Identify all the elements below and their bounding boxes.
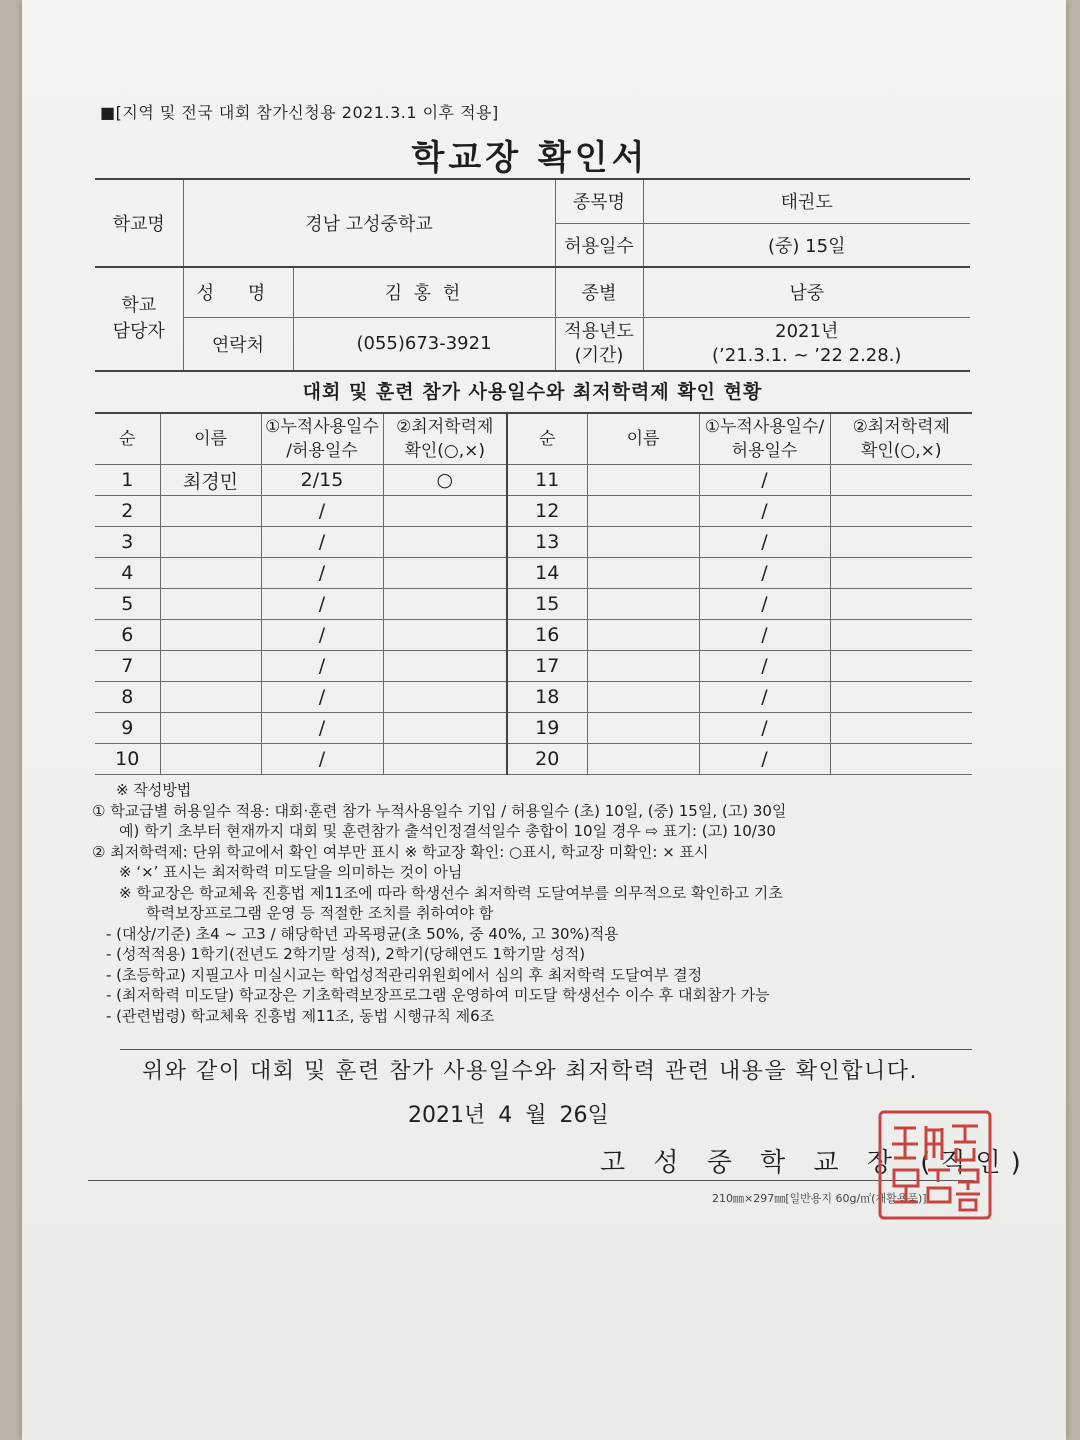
- row-check-right: [830, 651, 972, 682]
- row-days-right: /: [699, 589, 830, 620]
- person-name-label: 성 명: [183, 267, 293, 317]
- row-check-right: [830, 589, 972, 620]
- issue-date: 2021년 4 월 26일: [408, 1103, 609, 1128]
- row-no-right: 17: [507, 651, 587, 682]
- sport-label: 종목명: [555, 179, 643, 223]
- note-1a: ① 학교급별 허용일수 적용: 대회·훈련 참가 누적사용일수 기입 / 허용일수 (초) 10일, (중) 15일, (고) 30일: [92, 801, 787, 820]
- contact-value: (055)673-3921: [293, 317, 555, 371]
- row-name-right: [587, 527, 699, 558]
- row-name-right: [587, 496, 699, 527]
- row-days-right: /: [699, 496, 830, 527]
- year-value-line2: (’21.3.1. ~ ’22 2.28.): [712, 344, 902, 366]
- row-days-right: /: [699, 620, 830, 651]
- note-2: ② 최저학력제: 단위 학교에서 확인 여부만 표시 ※ 학교장 확인: ○표시, 학교장 미확인: × 표시: [92, 842, 709, 861]
- table-row: [95, 651, 972, 682]
- bottom-divider: [88, 1180, 974, 1181]
- row-check: ○: [383, 465, 507, 496]
- row-check-right: [830, 620, 972, 651]
- table-row: [95, 589, 972, 620]
- year-label-line2: (기간): [574, 344, 624, 366]
- row-no: 1: [95, 465, 160, 496]
- official-seal-stamp: [876, 1108, 994, 1222]
- col-days-right: [699, 413, 830, 465]
- row-name: [160, 496, 261, 527]
- form-usage-note: ■[지역 및 전국 대회 참가신청용 2021.3.1 이후 적용]: [100, 103, 499, 122]
- row-no-right: 14: [507, 558, 587, 589]
- note-4a: ※ 학교장은 학교체육 진흥법 제11조에 따라 학생선수 최저학력 도달여부를 의무적으로 확인하고 기초: [119, 883, 783, 902]
- row-name-right: [587, 744, 699, 775]
- year-value: [643, 317, 970, 371]
- detail-1: - (대상/기준) 초4 ~ 고3 / 해당학년 과목평균(초 50%, 중 40%, 고 30%)적용: [106, 924, 619, 943]
- row-days: /: [261, 682, 383, 713]
- contact-label: 연락처: [183, 317, 293, 371]
- col-days-line1: ①누적사용일수: [265, 417, 379, 437]
- table-row: [95, 713, 972, 744]
- row-check: [383, 651, 507, 682]
- col-check-right-line1: ②최저학력제: [852, 417, 950, 437]
- table-row: [95, 744, 972, 775]
- row-no: 6: [95, 620, 160, 651]
- row-days-right: /: [699, 465, 830, 496]
- school-name-label: 학교명: [95, 179, 183, 267]
- detail-3: - (초등학교) 지필고사 미실시교는 학업성적관리위원회에서 심의 후 최저학력 도달여부 결정: [106, 965, 703, 984]
- row-name: 최경민: [160, 465, 261, 496]
- col-check: [383, 413, 507, 465]
- participation-table: [95, 412, 972, 775]
- row-days: /: [261, 558, 383, 589]
- row-no: 3: [95, 527, 160, 558]
- year-label: [555, 317, 643, 371]
- row-check: [383, 713, 507, 744]
- row-check: [383, 558, 507, 589]
- row-no-right: 18: [507, 682, 587, 713]
- row-no: 9: [95, 713, 160, 744]
- row-check-right: [830, 527, 972, 558]
- detail-5: - (관련법령) 학교체육 진흥법 제11조, 동법 시행규칙 제6조: [106, 1006, 495, 1025]
- note-4b: 학력보장프로그램 운영 등 적절한 조치를 취하여야 함: [146, 904, 494, 922]
- row-days: /: [261, 527, 383, 558]
- row-name: [160, 651, 261, 682]
- row-days-right: /: [699, 744, 830, 775]
- col-name: 이름: [160, 413, 261, 465]
- row-days: /: [261, 713, 383, 744]
- divider-line: [120, 1049, 972, 1050]
- sport-value: 태권도: [643, 179, 970, 223]
- gender-label: 종별: [555, 267, 643, 317]
- row-no-right: 19: [507, 713, 587, 744]
- manager-label: [95, 267, 183, 371]
- row-check-right: [830, 465, 972, 496]
- col-check-right: [830, 413, 972, 465]
- row-check-right: [830, 558, 972, 589]
- row-name-right: [587, 620, 699, 651]
- row-name: [160, 620, 261, 651]
- row-no: 2: [95, 496, 160, 527]
- table-row: [95, 527, 972, 558]
- row-name: [160, 589, 261, 620]
- col-days: [261, 413, 383, 465]
- row-check: [383, 527, 507, 558]
- col-days-right-line2: 허용일수: [731, 441, 798, 461]
- notes-heading: ※ 작성방법: [116, 781, 192, 799]
- row-days-right: /: [699, 713, 830, 744]
- detail-4: - (최저학력 미도달) 학교장은 기초학력보장프로그램 운영하여 미도달 학생선수 이수 후 대회참가 가능: [106, 986, 770, 1004]
- col-check-line1: ②최저학력제: [396, 417, 494, 437]
- col-check-right-line2: 확인(○,×): [860, 441, 942, 461]
- table-row: [95, 496, 972, 527]
- col-no: 순: [95, 413, 160, 465]
- allowed-days-label: 허용일수: [555, 223, 643, 267]
- col-check-line2: 확인(○,×): [404, 441, 486, 461]
- row-check-right: [830, 713, 972, 744]
- note-3: ※ ‘×’ 표시는 최저학력 미도달을 의미하는 것이 아님: [119, 863, 463, 881]
- year-value-line1: 2021년: [775, 320, 839, 342]
- row-no-right: 11: [507, 465, 587, 496]
- info-table: [95, 178, 970, 372]
- table-row: [95, 465, 972, 496]
- row-days: 2/15: [261, 465, 383, 496]
- col-days-line2: /허용일수: [286, 441, 358, 461]
- row-no: 10: [95, 744, 160, 775]
- row-check-right: [830, 682, 972, 713]
- gender-value: 남중: [643, 267, 970, 317]
- row-days-right: /: [699, 558, 830, 589]
- row-days-right: /: [699, 682, 830, 713]
- row-days: /: [261, 744, 383, 775]
- person-name-value: 김 홍 헌: [293, 267, 555, 317]
- row-name: [160, 744, 261, 775]
- row-days-right: /: [699, 651, 830, 682]
- row-check: [383, 682, 507, 713]
- row-no: 8: [95, 682, 160, 713]
- row-no: 4: [95, 558, 160, 589]
- row-days: /: [261, 620, 383, 651]
- section-title: 대회 및 훈련 참가 사용일수와 최저학력제 확인 현황: [302, 381, 763, 403]
- school-name-value: 경남 고성중학교: [183, 179, 555, 267]
- row-check: [383, 744, 507, 775]
- table-row: [95, 682, 972, 713]
- row-name-right: [587, 713, 699, 744]
- row-no: 7: [95, 651, 160, 682]
- note-1b: 예) 학기 초부터 현재까지 대회 및 훈련참가 출석인정결석일수 총합이 10일 경우 ⇨ 표기: (고) 10/30: [119, 822, 776, 840]
- row-name: [160, 558, 261, 589]
- paper-spec: 210㎜×297㎜[일반용지 60g/㎡(재활용품)]: [712, 1192, 927, 1205]
- row-name-right: [587, 682, 699, 713]
- manager-label-line1: 학교: [121, 295, 157, 316]
- row-no-right: 16: [507, 620, 587, 651]
- col-days-right-line1: ①누적사용일수/: [704, 417, 825, 437]
- detail-2: - (성적적용) 1학기(전년도 2학기말 성적), 2학기(당해연도 1학기말 성적): [106, 945, 586, 963]
- row-name: [160, 713, 261, 744]
- row-no: 5: [95, 589, 160, 620]
- row-check: [383, 496, 507, 527]
- row-name-right: [587, 465, 699, 496]
- table-row: [95, 558, 972, 589]
- allowed-days-value: (중) 15일: [643, 223, 970, 267]
- row-name: [160, 527, 261, 558]
- row-days: /: [261, 496, 383, 527]
- confirmation-statement: 위와 같이 대회 및 훈련 참가 사용일수와 최저학력 관련 내용을 확인합니다.: [142, 1059, 918, 1084]
- row-days: /: [261, 651, 383, 682]
- row-days-right: /: [699, 527, 830, 558]
- col-name-right: 이름: [587, 413, 699, 465]
- row-no-right: 12: [507, 496, 587, 527]
- row-check-right: [830, 744, 972, 775]
- manager-label-line2: 담당자: [112, 321, 165, 342]
- row-name: [160, 682, 261, 713]
- row-name-right: [587, 651, 699, 682]
- writing-instructions: [92, 780, 982, 1026]
- col-no-right: 순: [507, 413, 587, 465]
- row-name-right: [587, 558, 699, 589]
- row-no-right: 20: [507, 744, 587, 775]
- table-row: [95, 620, 972, 651]
- document-title: 학교장 확인서: [411, 138, 649, 178]
- row-check-right: [830, 496, 972, 527]
- row-check: [383, 589, 507, 620]
- row-name-right: [587, 589, 699, 620]
- year-label-line1: 적용년도: [564, 320, 634, 342]
- row-days: /: [261, 589, 383, 620]
- row-check: [383, 620, 507, 651]
- row-no-right: 15: [507, 589, 587, 620]
- principal-signature: 고 성 중 학 교 장 (직인): [600, 1148, 1031, 1178]
- row-no-right: 13: [507, 527, 587, 558]
